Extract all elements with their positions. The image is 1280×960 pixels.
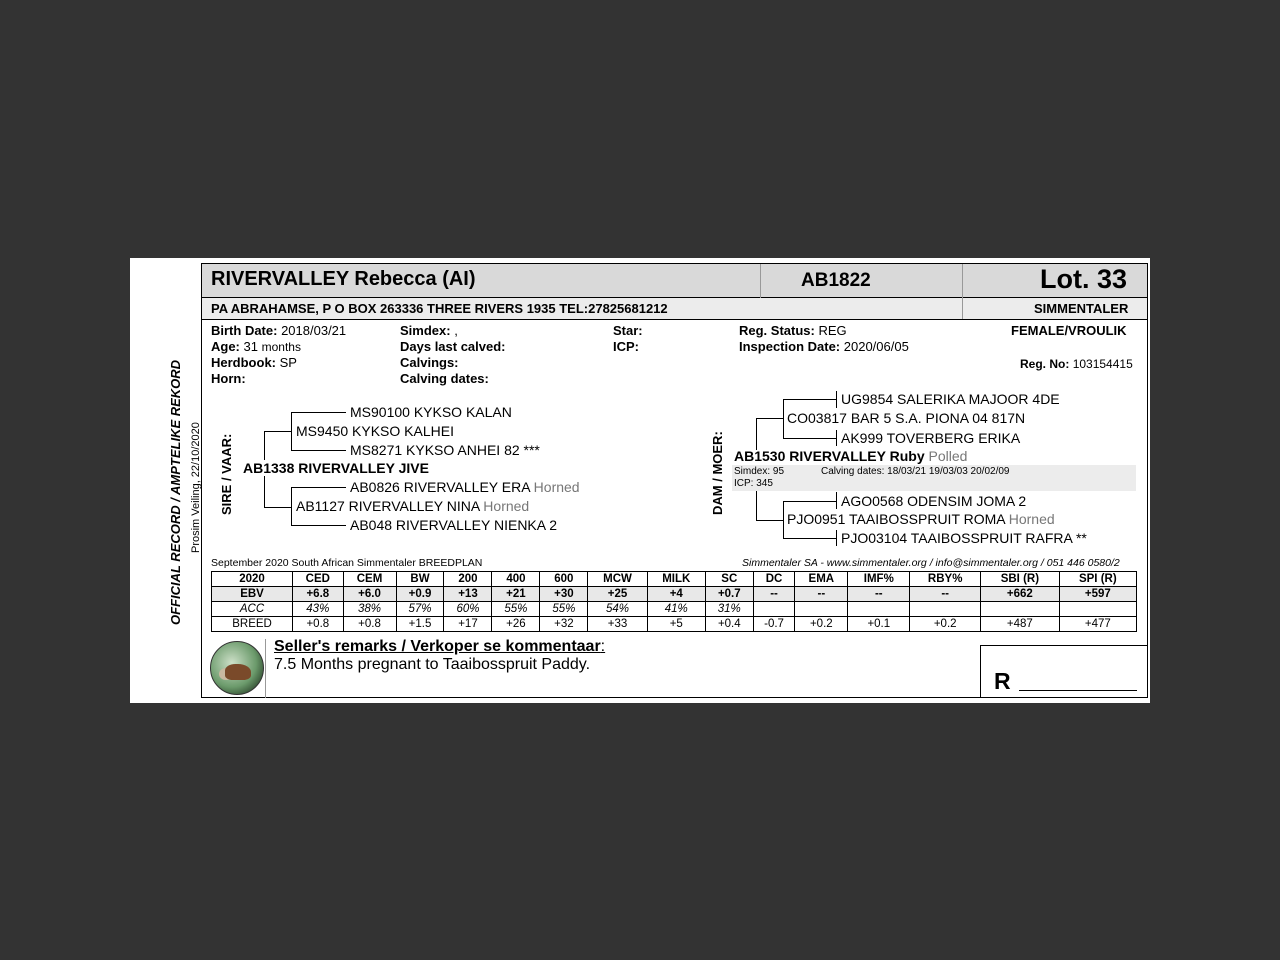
owner-line: PA ABRAHAMSE, P O BOX 263336 THREE RIVERS 1935 TEL:27825681212 bbox=[211, 301, 668, 316]
table-header: 200 bbox=[444, 572, 492, 587]
table-cell: EBV bbox=[212, 587, 293, 602]
table-cell: 55% bbox=[540, 602, 588, 617]
table-header: RBY% bbox=[910, 572, 981, 587]
table-cell: -- bbox=[795, 587, 848, 602]
lot-number: Lot. 33 bbox=[1040, 264, 1128, 294]
pedigree-line bbox=[836, 430, 837, 446]
table-cell: -- bbox=[848, 587, 910, 602]
sire-label: SIRE / VAAR: bbox=[219, 433, 234, 515]
table-header-row bbox=[212, 572, 1137, 587]
table-header: 2020 bbox=[212, 572, 293, 587]
pedigree-line bbox=[291, 412, 292, 451]
birth-date: Birth Date: 2018/03/21 bbox=[211, 323, 347, 338]
table-cell: +6.0 bbox=[343, 587, 396, 602]
table-cell: ACC bbox=[212, 602, 293, 617]
divider bbox=[962, 264, 963, 298]
pedigree-line bbox=[783, 501, 837, 502]
simmentaler-logo bbox=[210, 641, 264, 695]
breedplan-title: September 2020 South African Simmentaler BREEDPLAN bbox=[211, 557, 483, 569]
table-cell bbox=[981, 602, 1060, 617]
table-cell: -0.7 bbox=[753, 617, 795, 632]
table-header: MILK bbox=[647, 572, 705, 587]
table-cell: +17 bbox=[444, 617, 492, 632]
table-cell: 41% bbox=[647, 602, 705, 617]
sire-dam-sire: AB0826 RIVERVALLEY ERA Horned bbox=[350, 479, 580, 495]
table-cell: +26 bbox=[492, 617, 540, 632]
table-header: EMA bbox=[795, 572, 848, 587]
pedigree-line bbox=[756, 418, 757, 450]
pedigree-line bbox=[783, 399, 784, 439]
table-cell: +1.5 bbox=[396, 617, 444, 632]
dam-dam: PJO0951 TAAIBOSSPRUIT ROMA Horned bbox=[787, 511, 1055, 527]
sire-name: AB1338 RIVERVALLEY JIVE bbox=[243, 460, 429, 476]
table-cell: +30 bbox=[540, 587, 588, 602]
table-cell: +0.7 bbox=[705, 587, 753, 602]
herdbook: Herdbook: SP bbox=[211, 355, 297, 370]
pedigree-line bbox=[783, 538, 837, 539]
reg-status: Reg. Status: REG bbox=[739, 323, 847, 338]
pedigree-line bbox=[836, 530, 837, 546]
table-cell: -- bbox=[910, 587, 981, 602]
sire-dam: AB1127 RIVERVALLEY NINA Horned bbox=[296, 498, 530, 514]
table-cell bbox=[795, 602, 848, 617]
pedigree-line bbox=[756, 491, 757, 521]
dam-sire-sire: UG9854 SALERIKA MAJOOR 4DE bbox=[841, 391, 1060, 407]
table-header: SPI (R) bbox=[1059, 572, 1136, 587]
table-cell: 54% bbox=[588, 602, 647, 617]
table-cell: +487 bbox=[981, 617, 1060, 632]
table-cell: +0.4 bbox=[705, 617, 753, 632]
days-last-calved: Days last calved: bbox=[400, 339, 506, 354]
table-cell: 38% bbox=[343, 602, 396, 617]
table-cell: +4 bbox=[647, 587, 705, 602]
sire-dam-dam: AB048 RIVERVALLEY NIENKA 2 bbox=[350, 517, 558, 533]
table-cell: 57% bbox=[396, 602, 444, 617]
divider bbox=[265, 639, 266, 698]
sale-label: Prosim Veiling, 22/10/2020 bbox=[190, 422, 202, 553]
table-cell bbox=[753, 602, 795, 617]
remarks-text: 7.5 Months pregnant to Taaibosspruit Paddy. bbox=[274, 656, 591, 673]
table-cell bbox=[1059, 602, 1136, 617]
breedplan-contact: Simmentaler SA - www.simmentaler.org / info@simmentaler.org / 051 446 0580/2 bbox=[742, 557, 1120, 569]
table-cell: +0.1 bbox=[848, 617, 910, 632]
dam-label: DAM / MOER: bbox=[710, 431, 725, 515]
calvings: Calvings: bbox=[400, 355, 459, 370]
dam-sire-dam: AK999 TOVERBERG ERIKA bbox=[841, 430, 1021, 446]
pedigree-line bbox=[291, 450, 346, 451]
dam-dam-sire: AGO0568 ODENSIM JOMA 2 bbox=[841, 493, 1027, 509]
dam-name: AB1530 RIVERVALLEY Ruby Polled bbox=[734, 448, 968, 464]
table-cell: +32 bbox=[540, 617, 588, 632]
price-label: R bbox=[994, 668, 1011, 694]
pedigree-line bbox=[264, 507, 292, 508]
table-cell: +0.9 bbox=[396, 587, 444, 602]
star: Star: bbox=[613, 323, 643, 338]
table-cell bbox=[848, 602, 910, 617]
table-header: SBI (R) bbox=[981, 572, 1060, 587]
table-header: DC bbox=[753, 572, 795, 587]
table-cell: +13 bbox=[444, 587, 492, 602]
table-cell: +662 bbox=[981, 587, 1060, 602]
reg-no: Reg. No: 103154415 bbox=[1020, 357, 1133, 371]
pedigree-line bbox=[783, 438, 837, 439]
reg-code: AB1822 bbox=[801, 270, 871, 291]
pedigree-line bbox=[836, 492, 837, 509]
table-cell: BREED bbox=[212, 617, 293, 632]
horn: Horn: bbox=[211, 371, 246, 386]
pedigree-line bbox=[836, 391, 837, 408]
table-cell: +6.8 bbox=[293, 587, 343, 602]
animal-name: RIVERVALLEY Rebecca (AI) bbox=[211, 268, 476, 290]
pedigree-line bbox=[291, 412, 346, 413]
age: Age: 31 months bbox=[211, 339, 301, 354]
table-header: MCW bbox=[588, 572, 647, 587]
official-record-label: OFFICIAL RECORD / AMPTELIKE REKORD bbox=[168, 359, 183, 625]
table-cell: +0.2 bbox=[795, 617, 848, 632]
inspection-date: Inspection Date: 2020/06/05 bbox=[739, 339, 909, 354]
dam-icp: ICP: 345 bbox=[734, 478, 773, 489]
sex: FEMALE/VROULIK bbox=[1011, 323, 1127, 338]
table-header: 600 bbox=[540, 572, 588, 587]
table-cell: -- bbox=[753, 587, 795, 602]
table-cell: +597 bbox=[1059, 587, 1136, 602]
dam-dam-dam: PJO03104 TAAIBOSSPRUIT RAFRA ** bbox=[841, 530, 1087, 546]
table-header: SC bbox=[705, 572, 753, 587]
table-cell: 43% bbox=[293, 602, 343, 617]
table-row-acc bbox=[212, 602, 1137, 617]
divider bbox=[760, 264, 761, 298]
dam-simdex: Simdex: 95 bbox=[734, 466, 785, 477]
pedigree-line bbox=[291, 487, 292, 526]
pedigree-line bbox=[264, 431, 292, 432]
table-header: 400 bbox=[492, 572, 540, 587]
pedigree-line bbox=[783, 501, 784, 539]
table-cell: +0.8 bbox=[293, 617, 343, 632]
table-cell: +0.2 bbox=[910, 617, 981, 632]
divider bbox=[962, 298, 963, 319]
table-cell: +5 bbox=[647, 617, 705, 632]
table-header: CEM bbox=[343, 572, 396, 587]
simdex: Simdex: , bbox=[400, 323, 458, 338]
table-cell bbox=[910, 602, 981, 617]
price-line[interactable] bbox=[1019, 690, 1137, 691]
table-row-breed bbox=[212, 617, 1137, 632]
table-cell: +21 bbox=[492, 587, 540, 602]
breed-name: SIMMENTALER bbox=[1034, 301, 1129, 316]
table-header: BW bbox=[396, 572, 444, 587]
sire-sire: MS9450 KYKSO KALHEI bbox=[296, 423, 454, 439]
icp: ICP: bbox=[613, 339, 639, 354]
sire-sire-sire: MS90100 KYKSO KALAN bbox=[350, 404, 512, 420]
dam-calving-dates: Calving dates: 18/03/21 19/03/03 20/02/09 bbox=[821, 466, 1010, 477]
pedigree-line bbox=[756, 520, 784, 521]
table-cell: 31% bbox=[705, 602, 753, 617]
ebv-table bbox=[211, 571, 1137, 632]
sire-sire-dam: MS8271 KYKSO ANHEI 82 *** bbox=[350, 442, 540, 458]
pedigree-line bbox=[291, 487, 346, 488]
dam-sire: CO03817 BAR 5 S.A. PIONA 04 817N bbox=[787, 410, 1026, 426]
pedigree-line bbox=[756, 418, 784, 419]
table-row-ebv bbox=[212, 587, 1137, 602]
remarks-title: Seller's remarks / Verkoper se kommentaar: bbox=[274, 638, 606, 655]
table-header: IMF% bbox=[848, 572, 910, 587]
table-header: CED bbox=[293, 572, 343, 587]
table-cell: +0.8 bbox=[343, 617, 396, 632]
table-cell: +477 bbox=[1059, 617, 1136, 632]
table-cell: +25 bbox=[588, 587, 647, 602]
table-cell: 60% bbox=[444, 602, 492, 617]
table-cell: 55% bbox=[492, 602, 540, 617]
pedigree-line bbox=[291, 525, 346, 526]
calving-dates: Calving dates: bbox=[400, 371, 489, 386]
table-cell: +33 bbox=[588, 617, 647, 632]
pedigree-line bbox=[783, 399, 837, 400]
